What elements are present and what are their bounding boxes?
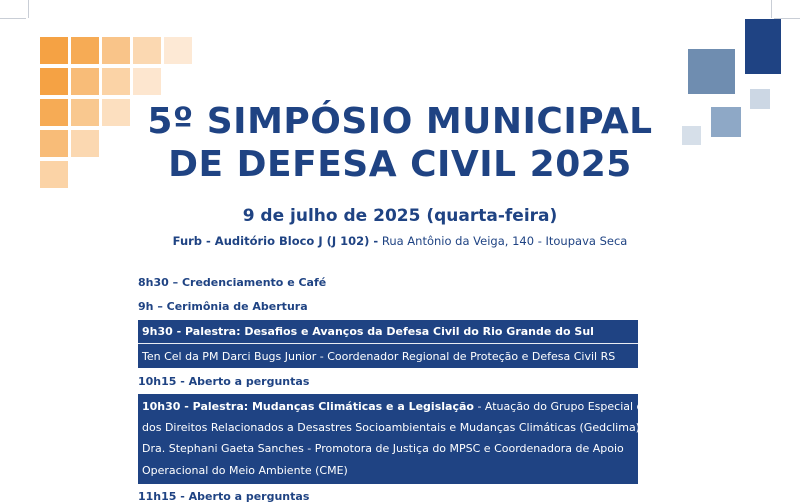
mosaic-square — [133, 37, 161, 64]
talk-2-line-3: Dra. Stephani Gaeta Sanches - Promotora de Justiça do MPSC e Coordenadora de Apoio — [142, 442, 624, 455]
talk-2-line-2: dos Direitos Relacionados a Desastres Socioambientais e Mudanças Climáticas (Gedclima) — [142, 421, 640, 434]
event-date: 9 de julho de 2025 (quarta-feira) — [242, 206, 558, 226]
mosaic-square — [40, 68, 68, 95]
venue-building: Furb - Auditório Bloco J (J 102) - — [172, 234, 379, 248]
page-title-line-1: 5º SIMPÓSIO MUNICIPAL — [147, 101, 653, 142]
mosaic-square — [688, 49, 735, 94]
frame-mark-right — [771, 0, 772, 18]
talk-1-title — [142, 325, 594, 338]
mosaic-square — [71, 37, 99, 64]
frame-mark-left — [28, 0, 29, 18]
schedule-item-questions-2: 11h15 - Aberto a perguntas — [138, 490, 310, 503]
talk-2-line-4: Operacional do Meio Ambiente (CME) — [142, 464, 348, 477]
mosaic-square — [40, 37, 68, 64]
mosaic-square — [745, 19, 781, 74]
mosaic-square — [164, 37, 192, 64]
schedule-item-opening: 9h – Cerimônia de Abertura — [138, 300, 308, 313]
event-venue — [0, 234, 800, 248]
schedule-talk-1 — [138, 320, 638, 368]
talk-2-title-text: 10h30 - Palestra: Mudanças Climáticas e a Legislação — [142, 400, 474, 413]
talk-2-line-1 — [142, 400, 692, 413]
schedule-item-questions-1: 10h15 - Aberto a perguntas — [138, 375, 310, 388]
mosaic-square — [102, 37, 130, 64]
page-title-line-2: DE DEFESA CIVIL 2025 — [168, 144, 632, 185]
mosaic-square — [133, 68, 161, 95]
band-divider — [138, 343, 638, 344]
mosaic-square — [102, 68, 130, 95]
mosaic-square — [71, 68, 99, 95]
talk-1-speaker: Ten Cel da PM Darci Bugs Junior - Coordenador Regional de Proteção e Defesa Civil RS — [142, 350, 616, 363]
venue-address: Rua Antônio da Veiga, 140 - Itoupava Seca — [378, 234, 628, 248]
talk-2-line-1-rest: - Atuação do Grupo Especial de Defesa — [473, 400, 693, 413]
talk-1-title-text: 9h30 - Palestra: Desafios e Avanços da Defesa Civil do Rio Grande do Sul — [142, 325, 594, 338]
schedule-item-credentialing: 8h30 – Credenciamento e Café — [138, 276, 327, 289]
frame-mark-left-h — [0, 18, 26, 19]
schedule-talk-2 — [138, 394, 693, 484]
